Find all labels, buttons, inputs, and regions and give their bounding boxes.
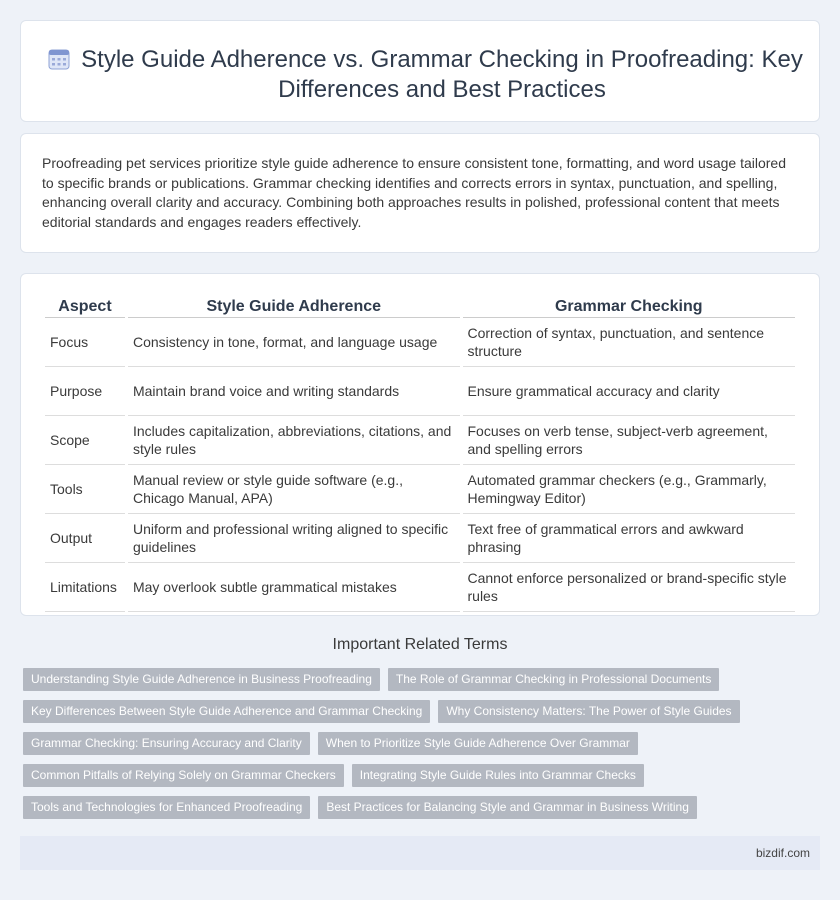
table-row [45,318,795,367]
row-grammar: Ensure grammatical accuracy and clarity [463,367,796,416]
related-terms-list [20,668,820,828]
row-aspect: Limitations [45,563,125,612]
row-aspect: Scope [45,416,125,465]
row-aspect: Focus [45,318,125,367]
row-style-guide: Maintain brand voice and writing standards [128,367,460,416]
related-term-link[interactable]: Common Pitfalls of Relying Solely on Grammar Checkers [23,764,344,787]
related-term-link[interactable]: Best Practices for Balancing Style and Grammar in Business Writing [318,796,697,819]
row-style-guide: Consistency in tone, format, and language usage [128,318,460,367]
related-term-link[interactable]: Tools and Technologies for Enhanced Proofreading [23,796,310,819]
title-card [20,20,820,122]
footer [20,836,820,870]
table-row [45,367,795,416]
related-term-link[interactable]: Grammar Checking: Ensuring Accuracy and Clarity [23,732,310,755]
row-aspect: Output [45,514,125,563]
row-grammar: Correction of syntax, punctuation, and sentence structure [463,318,796,367]
row-grammar: Automated grammar checkers (e.g., Grammarly, Hemingway Editor) [463,465,796,514]
row-grammar: Cannot enforce personalized or brand-specific style rules [463,563,796,612]
intro-card [20,133,820,253]
related-term-link[interactable]: The Role of Grammar Checking in Professional Documents [388,668,719,691]
related-term-link[interactable]: When to Prioritize Style Guide Adherence Over Grammar [318,732,638,755]
header-style-guide: Style Guide Adherence [128,297,460,318]
calendar-icon [47,47,71,71]
page-title: Style Guide Adherence vs. Grammar Checking in Proofreading: Key Differences and Best Practices [81,46,803,103]
table-row [45,514,795,563]
row-style-guide: Manual review or style guide software (e.g., Chicago Manual, APA) [128,465,460,514]
row-style-guide: Includes capitalization, abbreviations, citations, and style rules [128,416,460,465]
row-grammar: Focuses on verb tense, subject-verb agreement, and spelling errors [463,416,796,465]
row-aspect: Purpose [45,367,125,416]
related-term-link[interactable]: Key Differences Between Style Guide Adherence and Grammar Checking [23,700,430,723]
intro-paragraph: Proofreading pet services prioritize style guide adherence to ensure consistent tone, formatting, and word usage tailored to specific brands or publications. Grammar checking identifies and corrects errors in syntax, punctuation, and spelling, enhancing overall clarity and accuracy. Combining both approaches results in polished, professional content that meets editorial standards and engages readers effectively. [42,155,786,230]
related-term-link[interactable]: Why Consistency Matters: The Power of Style Guides [438,700,739,723]
related-term-link[interactable]: Integrating Style Guide Rules into Grammar Checks [352,764,644,787]
comparison-card [20,273,820,616]
row-aspect: Tools [45,465,125,514]
table-row [45,563,795,612]
table-row [45,465,795,514]
row-grammar: Text free of grammatical errors and awkward phrasing [463,514,796,563]
header-grammar: Grammar Checking [463,297,796,318]
related-term-link[interactable]: Understanding Style Guide Adherence in Business Proofreading [23,668,380,691]
row-style-guide: May overlook subtle grammatical mistakes [128,563,460,612]
header-aspect: Aspect [45,297,125,318]
row-style-guide: Uniform and professional writing aligned to specific guidelines [128,514,460,563]
comparison-table [42,297,798,612]
table-header-row [45,297,795,318]
related-terms-heading: Important Related Terms [332,636,508,653]
table-row [45,416,795,465]
site-name[interactable]: bizdif.com [755,846,810,860]
